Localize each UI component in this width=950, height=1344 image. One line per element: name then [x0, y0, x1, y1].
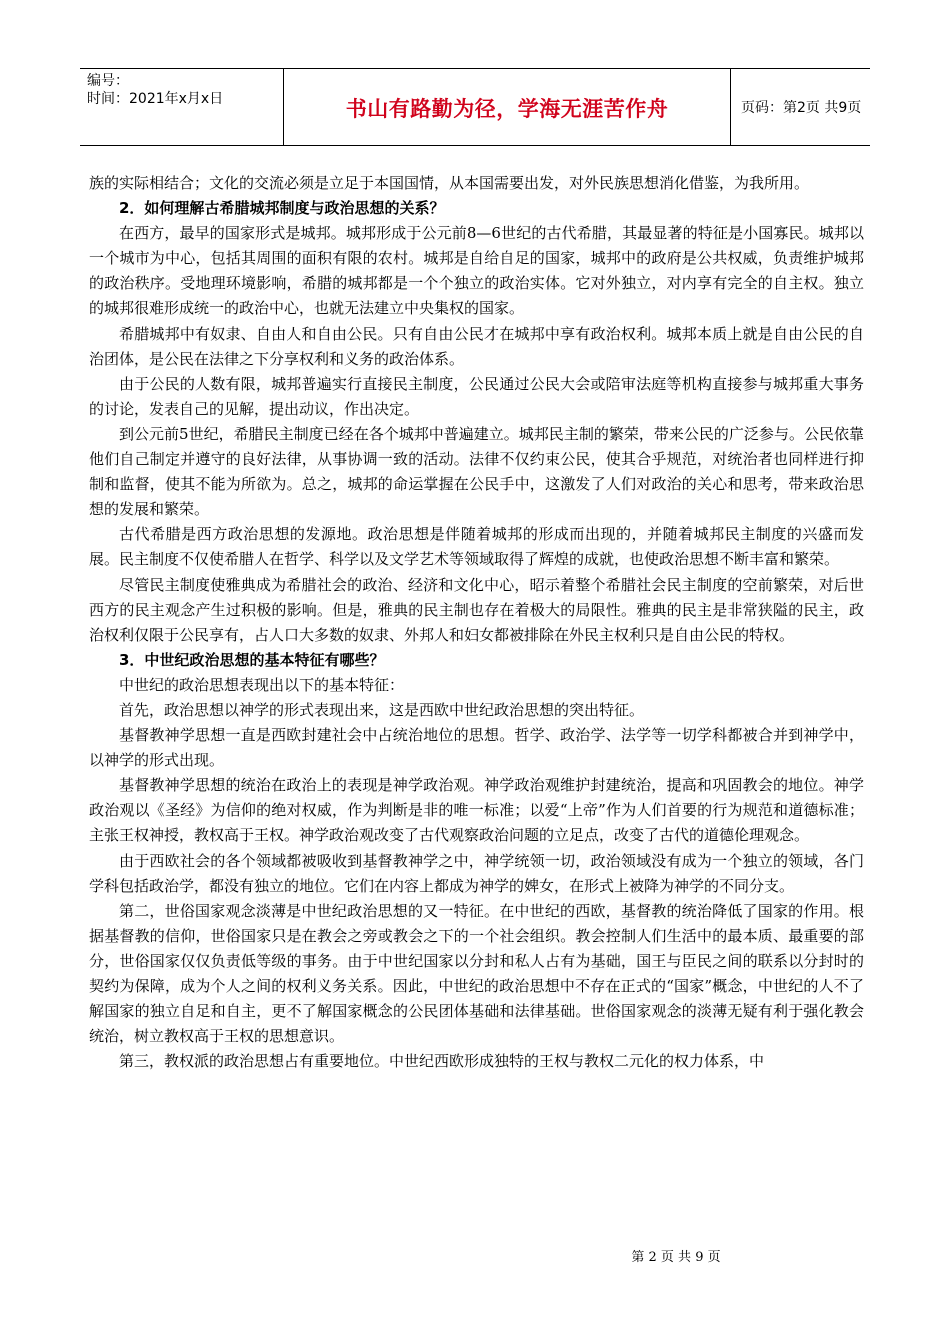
paragraph: 基督教神学思想的统治在政治上的表现是神学政治观。神学政治观维护封建统治，提高和巩固教会的地位。神学政治观以《圣经》为信仰的绝对权威，作为判断是非的唯一标准；以爱“上帝”作为人们首要的行为规范和道德标准；主张王权神授，教权高于王权。神学政治观改变了古代观察政治问题的立足点，改变了古代的道德伦理观念。	[89, 776, 864, 845]
paragraph-continued: 族的实际相结合；文化的交流必须是立足于本国国情，从本国需要出发，对外民族思想消化借鉴，为我所用。	[89, 174, 810, 192]
document-body	[89, 171, 864, 1074]
question-heading-3: 3．中世纪政治思想的基本特征有哪些？	[119, 650, 385, 669]
paragraph: 在西方，最早的国家形式是城邦。城邦形成于公元前8—6世纪的古代希腊，其最显著的特征是小国寡民。城邦以一个城市为中心，包括其周围的面积有限的农村。城邦是自给自足的国家，城邦中的政府是公共权威，负责维护城邦的政治秩序。受地理环境影响，希腊的城邦都是一个个独立的政治实体。它对外独立，对内享有完全的自主权。独立的城邦很难形成统一的政治中心，也就无法建立中央集权的国家。	[89, 224, 864, 318]
header-page-number: 页码：第2页 共9页	[741, 100, 862, 116]
paragraph: 古代希腊是西方政治思想的发源地。政治思想是伴随着城邦的形成而出现的，并随着城邦民主制度的兴盛而发展。民主制度不仅使希腊人在哲学、科学以及文学艺术等领域取得了辉煌的成就，也使政治思想不断丰富和繁荣。	[89, 525, 864, 569]
paragraph: 第三，教权派的政治思想占有重要地位。中世纪西欧形成独特的王权与教权二元化的权力体系，中	[119, 1052, 765, 1071]
document-time-label: 时间：2021年x月x日	[87, 91, 224, 107]
page-footer	[0, 1246, 950, 1265]
paragraph: 基督教神学思想一直是西欧封建社会中占统治地位的思想。哲学、政治学、法学等一切学科都被合并到神学中，以神学的形式出现。	[89, 726, 864, 770]
footer-page-number: 第 2 页 共 9 页	[631, 1250, 721, 1265]
paragraph: 到公元前5世纪，希腊民主制度已经在各个城邦中普遍建立。城邦民主制的繁荣，带来公民的广泛参与。公民依靠他们自己制定并遵守的良好法律，从事协调一致的活动。法律不仅约束公民，使其合乎规范，对统治者也同样进行抑制和监督，使其不能为所欲为。总之，城邦的命运掌握在公民手中，这激发了人们对政治的关心和思考，带来政治思想的发展和繁荣。	[89, 424, 864, 519]
header-motto: 书山有路勤为径，学海无涯苦作舟	[345, 97, 669, 121]
header-motto-cell	[283, 69, 731, 145]
paragraph: 尽管民主制度使雅典成为希腊社会的政治、经济和文化中心，昭示着整个希腊社会民主制度的空前繁荣，对后世西方的民主观念产生过积极的影响。但是，雅典的民主制也存在着极大的局限性。雅典的民主是非常狭隘的民主，政治权利仅限于公民享有，占人口大多数的奴隶、外邦人和妇女都被排除在外民主权利只是自由公民的特权。	[89, 575, 864, 644]
paragraph: 首先，政治思想以神学的形式表现出来，这是西欧中世纪政治思想的突出特征。	[119, 700, 645, 719]
header-meta	[80, 69, 283, 145]
question-heading-2: 2．如何理解古希腊城邦制度与政治思想的关系？	[119, 199, 445, 218]
page-header	[80, 68, 870, 146]
paragraph: 第二，世俗国家观念淡薄是中世纪政治思想的又一特征。在中世纪的西欧，基督教的统治降低了国家的作用。根据基督教的信仰，世俗国家只是在教会之旁或教会之下的一个社会组织。教会控制人们生活中的最本质、最重要的部分，世俗国家仅仅负责低等级的事务。由于中世纪国家以分封和私人占有为基础，国王与臣民之间的联系以分封时的契约为保障，成为个人之间的权利义务关系。因此，中世纪的政治思想中不存在正式的“国家”概念，中世纪的人不了解国家的独立自足和自主，更不了解国家概念的公民团体基础和法律基础。世俗国家观念的淡薄无疑有利于强化教会统治，树立教权高于王权的思想意识。	[89, 901, 864, 1046]
paragraph: 希腊城邦中有奴隶、自由人和自由公民。只有自由公民才在城邦中享有政治权利。城邦本质上就是自由公民的自治团体，是公民在法律之下分享权利和义务的政治体系。	[89, 324, 864, 368]
paragraph: 由于公民的人数有限，城邦普遍实行直接民主制度，公民通过公民大会或陪审法庭等机构直接参与城邦重大事务的讨论，发表自己的见解，提出动议，作出决定。	[89, 374, 864, 418]
paragraph: 中世纪的政治思想表现出以下的基本特征：	[119, 675, 405, 694]
paragraph: 由于西欧社会的各个领域都被吸收到基督教神学之中，神学统领一切，政治领域没有成为一个独立的领域，各门学科包括政治学，都没有独立的地位。它们在内容上都成为神学的婢女，在形式上被降为神学的不同分支。	[89, 851, 864, 895]
document-number-label: 编号：	[87, 73, 129, 89]
